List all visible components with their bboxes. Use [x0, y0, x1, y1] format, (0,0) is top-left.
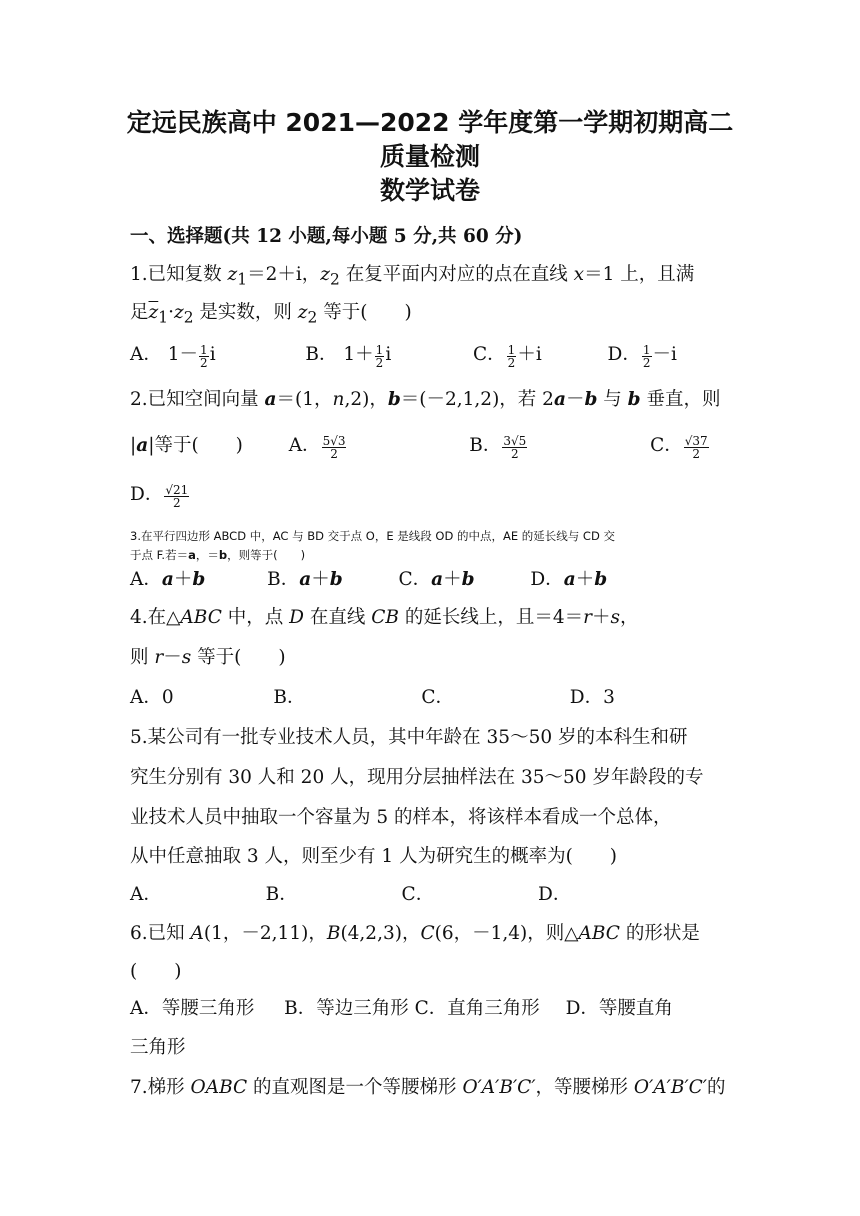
var-oabc: OABC [190, 1077, 248, 1098]
vec-b: b [329, 569, 343, 590]
num: 1 [507, 342, 516, 357]
q1-options [130, 343, 677, 369]
num: √37 [684, 433, 708, 448]
sub: 1 [158, 308, 169, 327]
text: i [385, 344, 392, 365]
var-r: r [583, 607, 592, 628]
q4-line2 [130, 646, 286, 670]
den: 2 [692, 446, 701, 461]
exam-title-line1: 定远民族高中 2021—2022 学年度第一学期初期高二 [126, 108, 734, 137]
var-s: s [610, 607, 620, 628]
q5-option-a[interactable]: A． [130, 884, 162, 905]
var-oabc-prime: O′A′B′C′ [633, 1077, 708, 1098]
var-z1: z [227, 264, 238, 285]
text: 2.已知空间向量 [130, 389, 265, 410]
sub: 1 [237, 270, 248, 289]
sub: 2 [307, 308, 318, 327]
q3-line2 [130, 547, 305, 563]
text: ＋ [311, 569, 330, 590]
q3-options [130, 568, 607, 592]
label: D． [130, 484, 164, 505]
text: ， [620, 607, 639, 628]
var-c: C [420, 923, 435, 944]
text: (6，－1,4)，则△ [434, 923, 579, 944]
text: ＝(－2,1,2)，若 2 [400, 389, 554, 410]
vec-b: b [627, 389, 641, 410]
text: －i [652, 344, 677, 365]
q6-option-b[interactable]: B．等边三角形 [284, 998, 409, 1019]
num: 1 [375, 342, 384, 357]
label: B． [267, 569, 300, 590]
exam-title-line2: 质量检测 [379, 142, 480, 171]
den: 2 [200, 355, 208, 370]
den: 2 [330, 446, 338, 461]
text: 于点 F.若＝ [130, 548, 189, 562]
q6-option-a[interactable]: A．等腰三角形 [130, 998, 255, 1019]
q4-option-a[interactable]: A．0 [130, 687, 174, 708]
text: ＝2＋i， [247, 264, 321, 285]
text: 的延长线上，且＝4＝ [398, 607, 584, 628]
q4-options [130, 686, 615, 710]
var-n: n [332, 389, 345, 410]
num: √21 [165, 482, 189, 497]
var-x: x [573, 264, 585, 285]
text: | [130, 435, 137, 456]
text: ＋ [591, 607, 611, 628]
text: ＝(1， [276, 389, 333, 410]
text: ，则等于( ) [227, 548, 306, 562]
q1-option-d[interactable] [607, 342, 677, 370]
q2-line2 [130, 434, 710, 460]
vec-b: b [218, 548, 228, 562]
q5-options [130, 883, 571, 907]
q2-option-d[interactable] [130, 483, 190, 509]
text: 中，点 [221, 607, 290, 628]
exam-title-line3: 数学试卷 [379, 176, 480, 205]
label: B． [305, 344, 338, 365]
q1-line1 [130, 263, 694, 292]
text: 等于( ) [191, 647, 286, 668]
fraction [502, 435, 527, 460]
text: (4,2,3)， [340, 923, 421, 944]
q7-line1 [130, 1076, 726, 1100]
text: (1，－2,11)， [203, 923, 327, 944]
q5-line4: 从中任意抽取 3 人，则至少有 1 人为研究生的概率为( ) [130, 846, 618, 867]
q6-line1 [130, 922, 700, 946]
den: 2 [642, 355, 651, 370]
q2-option-b[interactable] [469, 433, 528, 461]
text: 与 [597, 389, 628, 410]
label: B． [469, 435, 502, 456]
q3-line1: 3.在平行四边形 ABCD 中，AC 与 BD 交于点 O，E 是线段 OD 的中点，AE 的延长线与 CD 交 [130, 529, 615, 543]
vec-b: b [594, 569, 608, 590]
label: C． [398, 569, 432, 590]
var-cb: CB [371, 607, 399, 628]
text: · [168, 302, 174, 323]
q3-option-b[interactable] [267, 569, 343, 590]
label: D． [530, 569, 564, 590]
var-b: B [326, 923, 341, 944]
text: 在直线 [303, 607, 372, 628]
q4-option-d[interactable]: D．3 [569, 687, 615, 708]
q3-option-d[interactable] [530, 569, 607, 590]
q1-option-c[interactable] [473, 342, 542, 370]
text: 1＋ [343, 344, 374, 365]
q2-line1 [130, 388, 721, 412]
num: 1 [642, 342, 651, 357]
fraction [164, 484, 189, 509]
text: ＋ [173, 569, 193, 590]
num: 5√3 [322, 433, 346, 448]
den: 2 [511, 446, 519, 461]
sub: 2 [330, 270, 340, 289]
num: 3√5 [503, 433, 527, 448]
text: 是实数，则 [193, 302, 298, 323]
label: A． [130, 569, 162, 590]
den: 2 [172, 495, 181, 510]
fraction [322, 435, 347, 460]
text: 7.梯形 [130, 1077, 191, 1098]
text: － [163, 647, 182, 668]
q1-line2 [130, 301, 412, 330]
vec-a: a [264, 389, 277, 410]
vec-a: a [161, 569, 174, 590]
var-s: s [181, 647, 192, 668]
vec-b: b [584, 389, 598, 410]
var-r: r [154, 647, 164, 668]
q4-option-b[interactable]: B． [273, 687, 306, 708]
text: 1－ [167, 344, 199, 365]
q6-option-d[interactable]: D．等腰直角 [565, 998, 673, 1019]
fraction [642, 344, 652, 369]
text: 6.已知 [130, 923, 191, 944]
var-abc: ABC [180, 607, 222, 628]
q5-line3: 业技术人员中抽取一个容量为 5 的样本，将该样本看成一个总体， [130, 807, 672, 828]
vec-a: a [563, 569, 576, 590]
fraction [507, 344, 517, 369]
q6-options [130, 997, 673, 1021]
q2-option-c[interactable] [650, 433, 710, 461]
text: ，＝ [195, 548, 219, 562]
q6-option-c[interactable]: C．直角三角形 [414, 998, 540, 1019]
q4-line1 [130, 606, 639, 630]
vec-a: a [299, 569, 312, 590]
text: |等于( ) [148, 435, 243, 456]
label: A． [288, 435, 321, 456]
q1-option-a[interactable] [130, 342, 216, 370]
text: ＋ [575, 569, 595, 590]
fraction [199, 344, 209, 369]
label: D． [607, 344, 641, 365]
q2-option-a[interactable] [288, 433, 348, 461]
text: 在复平面内对应的点在直线 [339, 264, 574, 285]
q4-option-c[interactable]: C． [421, 687, 454, 708]
vec-b: b [461, 569, 475, 590]
text: ＋ [443, 569, 462, 590]
vec-b: b [387, 389, 401, 410]
label: A． [130, 344, 162, 365]
text: i [209, 344, 216, 365]
q1-option-b[interactable] [305, 342, 392, 370]
q5-line2: 究生分别有 30 人和 20 人，现用分层抽样法在 35～50 岁年龄段的专 [130, 767, 704, 788]
vec-b: b [192, 569, 206, 590]
text: 垂直，则 [640, 389, 721, 410]
text: 等于( ) [317, 302, 412, 323]
vec-a: a [188, 548, 196, 562]
var-z1-conj: $\overline{z}$ [148, 302, 159, 323]
text: ＝1 上，且满 [584, 264, 695, 285]
text: ，等腰梯形 [535, 1077, 634, 1098]
text: ,2)， [344, 389, 388, 410]
q5-option-c[interactable]: C． [401, 884, 435, 905]
sub: 2 [183, 308, 194, 327]
text: 1.已知复数 [130, 264, 228, 285]
q5-option-d[interactable]: D． [537, 884, 572, 905]
vec-a: a [136, 435, 149, 456]
var-abc: ABC [578, 923, 620, 944]
q3-option-a[interactable] [130, 569, 205, 590]
den: 2 [507, 355, 516, 370]
fraction [375, 344, 385, 369]
var-a: A [190, 923, 204, 944]
section-heading: 一、选择题(共 12 小题,每小题 5 分,共 60 分) [130, 226, 523, 247]
text: 4.在△ [130, 607, 181, 628]
q3-option-c[interactable] [398, 569, 474, 590]
var-d: D [289, 607, 304, 628]
text: 则 [130, 647, 155, 668]
var-z2: z [297, 302, 308, 323]
label: C． [650, 435, 683, 456]
text: 的 [707, 1077, 726, 1098]
label: C． [473, 344, 506, 365]
q5-line1: 5.某公司有一批专业技术人员，其中年龄在 35～50 岁的本科生和研 [130, 727, 688, 748]
q6-line2: ( ) [130, 961, 182, 982]
fraction [684, 435, 709, 460]
vec-a: a [431, 569, 444, 590]
den: 2 [375, 355, 384, 370]
q5-option-b[interactable]: B． [265, 884, 298, 905]
text: － [565, 389, 585, 410]
q6-line4: 三角形 [130, 1037, 186, 1058]
num: 1 [200, 342, 208, 357]
vec-a: a [553, 389, 566, 410]
var-z2: z [320, 264, 331, 285]
text: 足 [130, 302, 149, 323]
text: ＋i [517, 344, 542, 365]
text: 的形状是 [619, 923, 700, 944]
var-oabc-prime: O′A′B′C′ [462, 1077, 536, 1098]
var-z2: z [173, 302, 184, 323]
text: 的直观图是一个等腰梯形 [247, 1077, 463, 1098]
